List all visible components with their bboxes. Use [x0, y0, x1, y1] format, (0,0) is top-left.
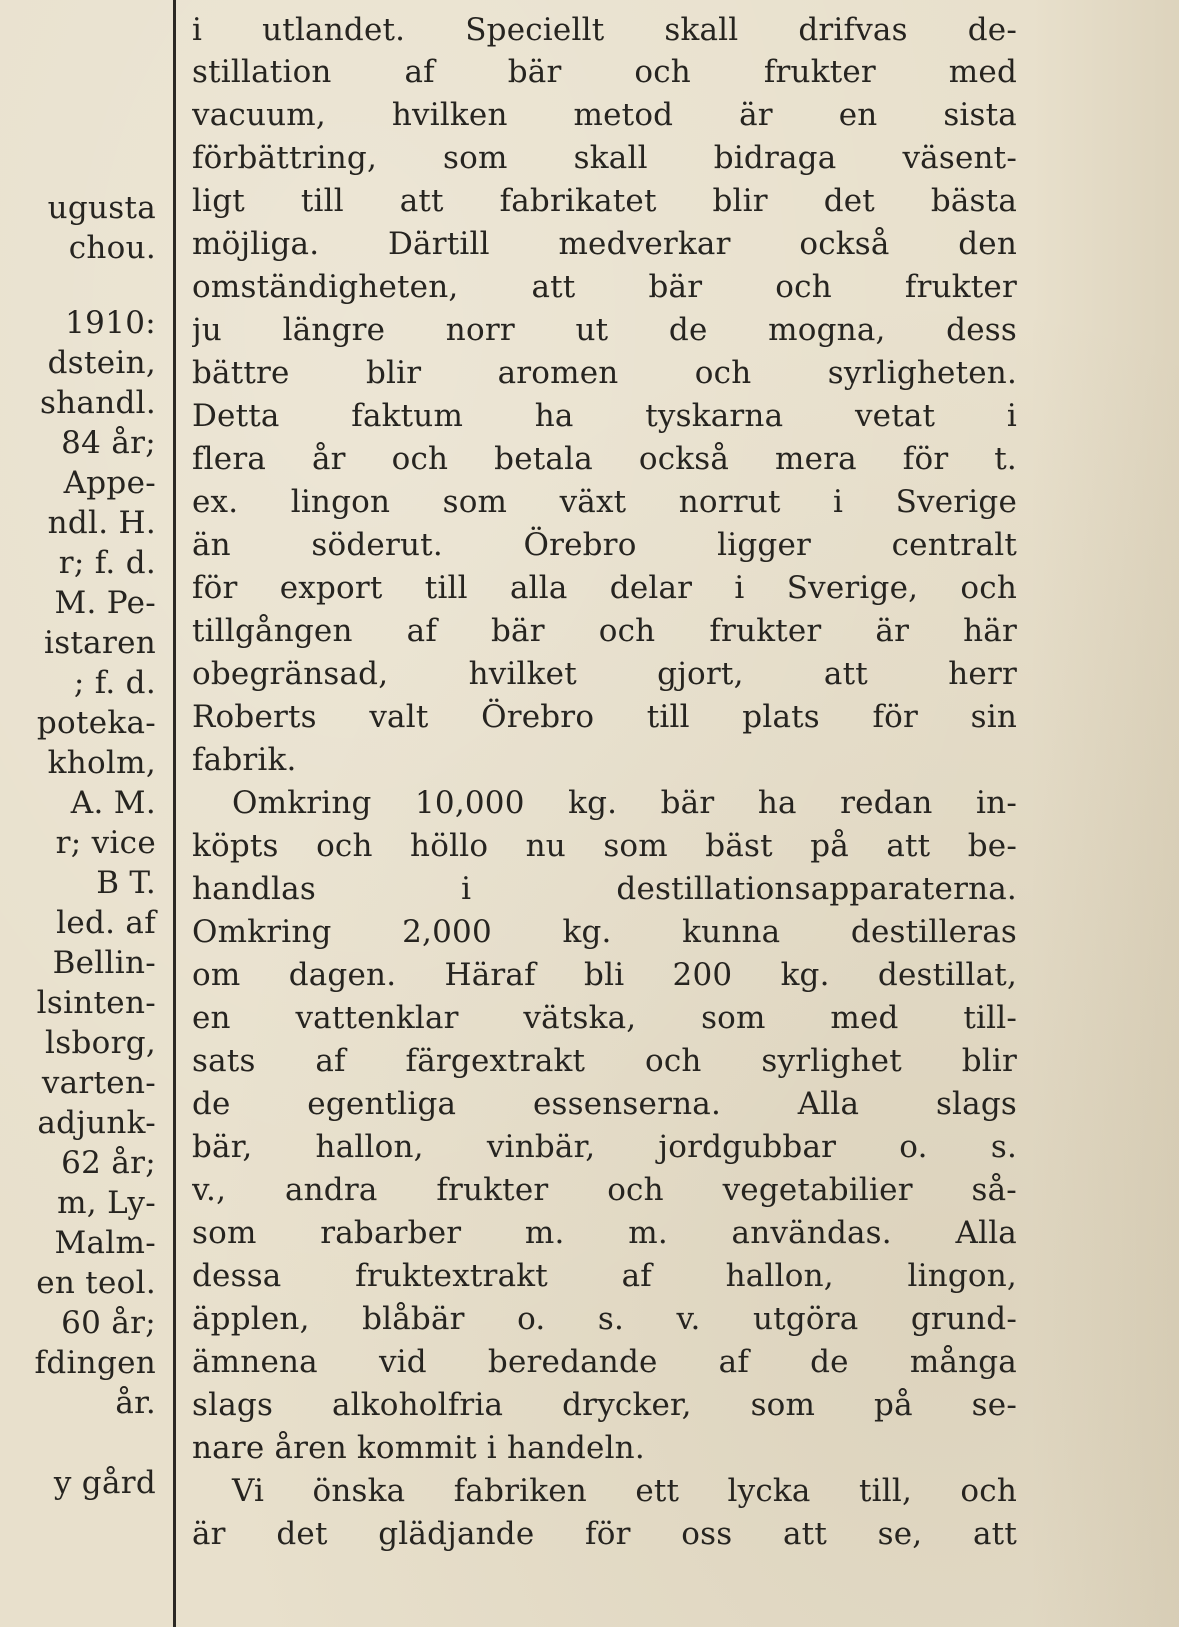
left-column [0, 0, 172, 1627]
main-column-line: de egentliga essenserna. Alla slags [192, 1086, 1017, 1122]
left-column-line: m, Ly- [57, 1185, 156, 1221]
left-column-line: lsinten- [36, 985, 156, 1021]
page-edge-shading [1030, 0, 1179, 1627]
main-column-line: dessa fruktextrakt af hallon, lingon, [192, 1258, 1017, 1294]
main-column [192, 0, 1017, 1627]
main-column-line: sats af färgextrakt och syrlighet blir [192, 1043, 1017, 1079]
column-divider [173, 0, 176, 1627]
main-column-line: som rabarber m. m. användas. Alla [192, 1215, 1017, 1251]
left-column-line: adjunk- [37, 1105, 156, 1141]
main-column-line: Vi önska fabriken ett lycka till, och [232, 1473, 1017, 1509]
left-column-line: r; vice [55, 825, 156, 861]
left-column-line: r; f. d. [58, 545, 156, 581]
main-column-line: omständigheten, att bär och frukter [192, 269, 1017, 305]
main-column-line: fabrik. [192, 742, 297, 778]
main-column-line: obegränsad, hvilket gjort, att herr [192, 656, 1017, 692]
left-column-line: 60 år; [61, 1305, 156, 1341]
left-column-line: 84 år; [61, 425, 156, 461]
main-column-line: nare åren kommit i handeln. [192, 1430, 645, 1466]
main-column-line: v., andra frukter och vegetabilier så- [192, 1172, 1017, 1208]
left-column-line: 1910: [65, 305, 156, 341]
left-column-line: y gård [53, 1465, 156, 1501]
main-column-line: ligt till att fabrikatet blir det bästa [192, 183, 1017, 219]
main-column-line: ex. lingon som växt norrut i Sverige [192, 484, 1017, 520]
main-column-line: Roberts valt Örebro till plats för sin [192, 699, 1017, 735]
main-column-line: flera år och betala också mera för t. [192, 441, 1017, 477]
left-column-line: lsborg, [45, 1025, 156, 1061]
left-column-line: poteka- [36, 705, 156, 741]
left-column-line: 62 år; [61, 1145, 156, 1181]
left-column-line: ; f. d. [73, 665, 156, 701]
main-column-line: för export till alla delar i Sverige, och [192, 570, 1017, 606]
left-column-line: shandl. [39, 385, 156, 421]
main-column-line: Omkring 10,000 kg. bär ha redan in- [232, 785, 1017, 821]
left-column-line: Malm- [54, 1225, 156, 1261]
main-column-line: slags alkoholfria drycker, som på se- [192, 1387, 1017, 1423]
main-column-line: är det glädjande för oss att se, att [192, 1516, 1017, 1552]
left-column-line: Bellin- [52, 945, 156, 981]
main-column-line: förbättring, som skall bidraga väsent- [192, 140, 1017, 176]
main-column-line: äpplen, blåbär o. s. v. utgöra grund- [192, 1301, 1017, 1337]
left-column-line: kholm, [47, 745, 156, 781]
main-column-line: möjliga. Därtill medverkar också den [192, 226, 1017, 262]
main-column-line: ju längre norr ut de mogna, dess [192, 312, 1017, 348]
left-column-line: istaren [44, 625, 156, 661]
main-column-line: än söderut. Örebro ligger centralt [192, 527, 1017, 563]
main-column-line: bättre blir aromen och syrligheten. [192, 355, 1017, 391]
left-column-line: chou. [68, 230, 156, 266]
main-column-line: tillgången af bär och frukter är här [192, 613, 1017, 649]
main-column-line: Omkring 2,000 kg. kunna destilleras [192, 914, 1017, 950]
main-column-line: stillation af bär och frukter med [192, 54, 1017, 90]
left-column-line: en teol. [36, 1265, 156, 1301]
left-column-line: ugusta [47, 190, 156, 226]
main-column-line: en vattenklar vätska, som med till- [192, 1000, 1017, 1036]
left-column-line: led. af [56, 905, 156, 941]
main-column-line: köpts och höllo nu som bäst på att be- [192, 828, 1017, 864]
main-column-line: i utlandet. Speciellt skall drifvas de- [192, 12, 1017, 48]
main-column-line: Detta faktum ha tyskarna vetat i [192, 398, 1017, 434]
left-column-line: år. [115, 1385, 156, 1421]
main-column-line: om dagen. Häraf bli 200 kg. destillat, [192, 957, 1017, 993]
left-column-line: B T. [96, 865, 156, 901]
left-column-line: varten- [41, 1065, 156, 1101]
left-column-line: M. Pe- [54, 585, 156, 621]
left-column-line: Appe- [63, 465, 156, 501]
left-column-line: ndl. H. [47, 505, 156, 541]
main-column-line: vacuum, hvilken metod är en sista [192, 97, 1017, 133]
left-column-line: dstein, [47, 345, 156, 381]
main-column-line: bär, hallon, vinbär, jordgubbar o. s. [192, 1129, 1017, 1165]
main-column-line: ämnena vid beredande af de många [192, 1344, 1017, 1380]
left-column-line: A. M. [70, 785, 156, 821]
left-column-line: fdingen [34, 1345, 156, 1381]
main-column-line: handlas i destillationsapparaterna. [192, 871, 1017, 907]
